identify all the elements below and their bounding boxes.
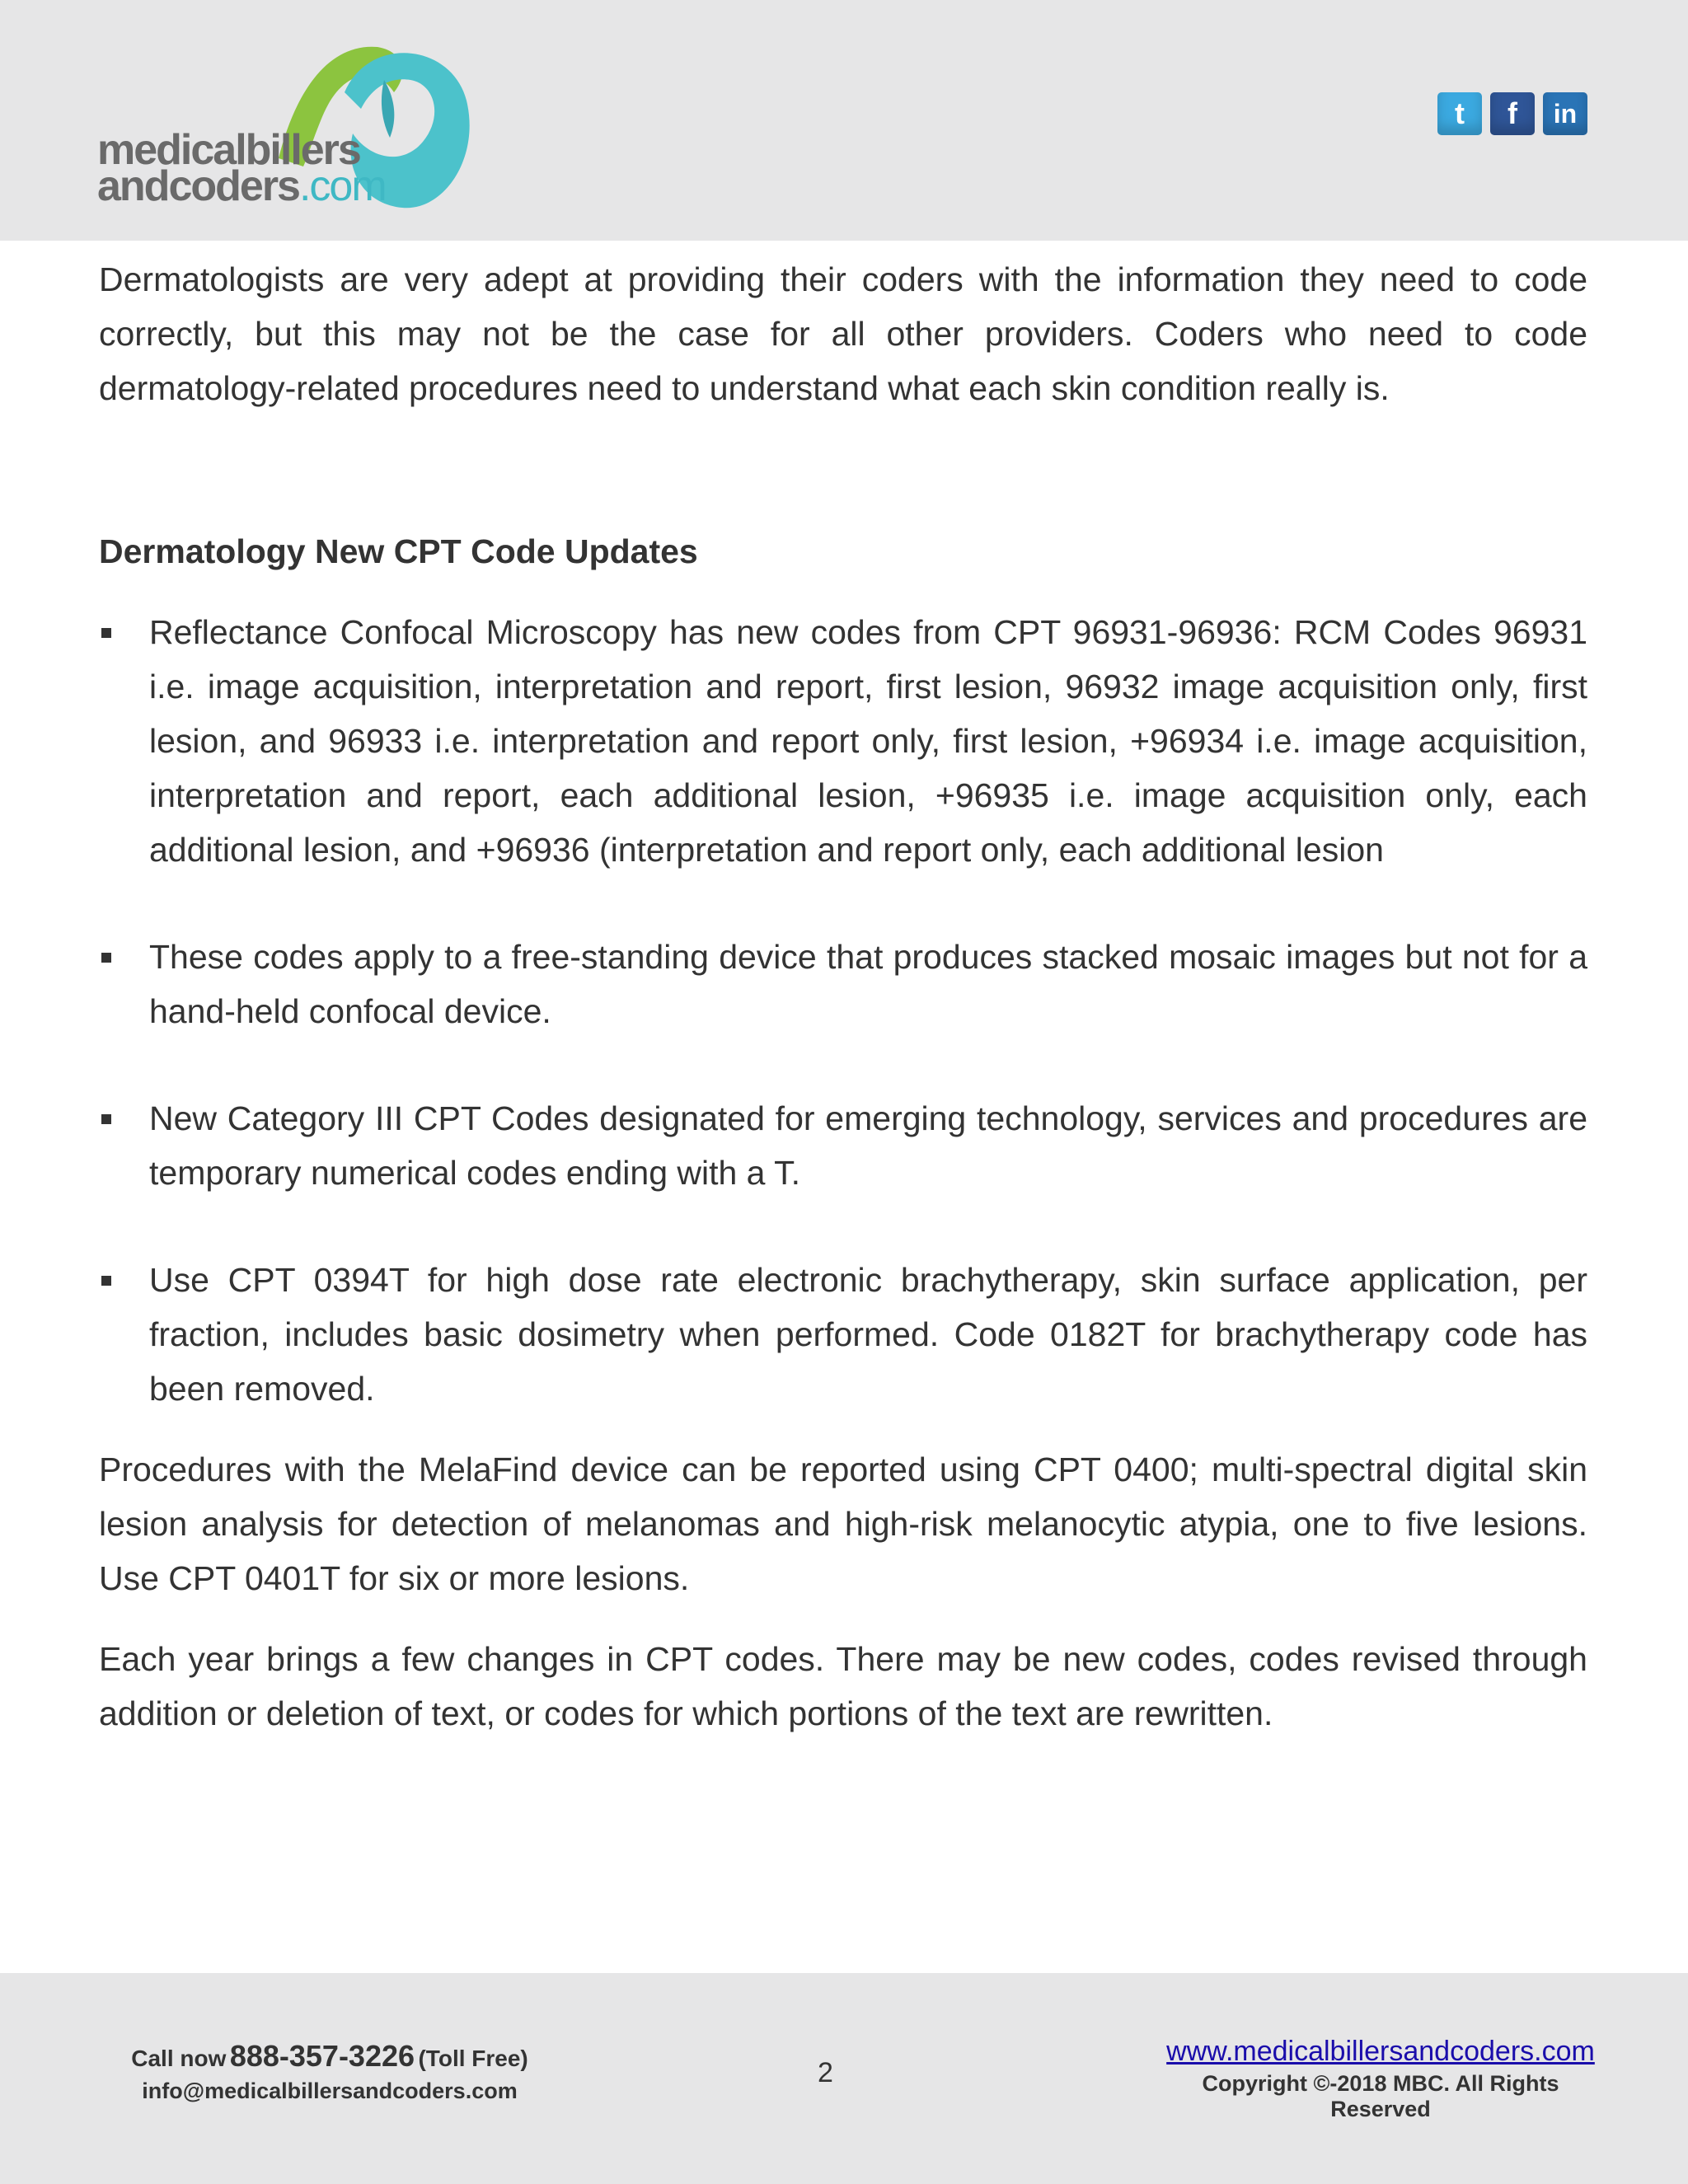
logo-line-1: medicalbillers — [97, 126, 360, 174]
social-links — [1437, 92, 1587, 135]
list-item-text: New Category III CPT Codes designated for emerging technology, services and procedures are temporary numerical codes ending with a T. — [149, 1099, 1587, 1192]
call-prefix: Call now — [131, 2046, 227, 2071]
bullet-square-icon — [101, 953, 111, 963]
page-number: 2 — [818, 2057, 833, 2088]
logo-line-2-main: andcoders — [97, 162, 299, 210]
toll-free-label: (Toll Free) — [418, 2046, 528, 2071]
website-link[interactable]: www.medicalbillersandcoders.com — [1166, 2036, 1595, 2067]
contact-block — [99, 2039, 560, 2104]
melafind-paragraph: Procedures with the MelaFind device can be reported using CPT 0400; multi-spectral digital skin lesion analysis for detection of melanomas and high-risk melanocytic atypia, one to five lesions. Use CPT 0401T for six or more lesions. — [99, 1451, 1587, 1597]
twitter-icon[interactable]: t — [1437, 92, 1482, 135]
list-item — [99, 930, 1587, 1038]
contact-email[interactable]: info@medicalbillersandcoders.com — [142, 2079, 518, 2103]
logo-line-2 — [97, 162, 386, 210]
logo-wordmark — [97, 126, 386, 210]
list-item — [99, 1253, 1587, 1416]
list-item — [99, 605, 1587, 877]
list-item — [99, 1091, 1587, 1200]
website-block — [1154, 2036, 1607, 2122]
intro-paragraph: Dermatologists are very adept at providing their coders with the information they need to code correctly, but this may not be the case for all other providers. Coders who need to code dermatology-related procedures need to understand what each skin condition really is. — [99, 260, 1587, 407]
linkedin-icon[interactable]: in — [1543, 92, 1587, 135]
page-header — [0, 0, 1688, 241]
list-item-text: Use CPT 0394T for high dose rate electronic brachytherapy, skin surface application, per fraction, includes basic dosimetry when performed. Code 0182T for brachytherapy code has been removed. — [149, 1261, 1587, 1408]
phone-number[interactable]: 888-357-3226 — [229, 2039, 415, 2073]
bullet-square-icon — [101, 628, 111, 638]
section-heading: Dermatology New CPT Code Updates — [99, 532, 698, 570]
facebook-icon[interactable]: f — [1490, 92, 1535, 135]
bullet-square-icon — [101, 1276, 111, 1286]
closing-paragraph: Each year brings a few changes in CPT codes. There may be new codes, codes revised through addition or deletion of text, or codes for which portions of the text are rewritten. — [99, 1640, 1587, 1732]
company-logo[interactable] — [97, 35, 476, 216]
copyright-text: Copyright ©-2018 MBC. All Rights Reserved — [1202, 2071, 1559, 2121]
article-body — [99, 252, 1587, 1741]
page-footer — [0, 1973, 1688, 2184]
logo-line-2-suffix: .com — [298, 162, 386, 210]
list-item-text: Reflectance Confocal Microscopy has new codes from CPT 96931-96936: RCM Codes 96931 i.e. image acquisition, interpretation and report, first lesion, 96932 image acquisition only, first lesion, and 96933 i.e. interpretation and report only, first lesion, +96934 i.e. image acquisition, interpretation and report, each additional lesion, +96935 i.e. image acquisition only, each additional lesion, and +96936 (interpretation and report only, each additional lesion — [149, 613, 1587, 869]
cpt-updates-list — [99, 605, 1587, 1416]
bullet-square-icon — [101, 1114, 111, 1124]
list-item-text: These codes apply to a free-standing device that produces stacked mosaic images but not for a hand-held confocal device. — [149, 938, 1587, 1030]
